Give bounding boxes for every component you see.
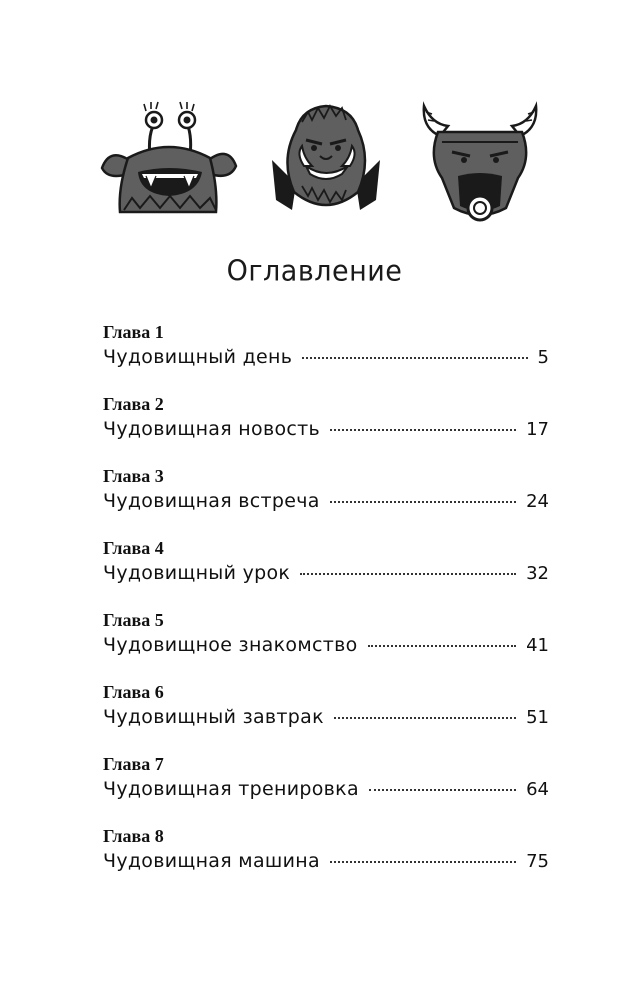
chapter-row — [103, 416, 549, 443]
chapter-label: Глава 1 — [103, 322, 164, 342]
chapter-row — [103, 560, 549, 587]
toc-entry-6[interactable] — [103, 682, 549, 754]
dot-leader — [330, 861, 516, 863]
page-title: Оглавление — [226, 255, 403, 288]
page-number: 64 — [526, 779, 549, 800]
chapter-row — [103, 344, 549, 371]
dot-leader — [300, 573, 516, 575]
chapter-label: Глава 4 — [103, 538, 164, 558]
monster-illustrations — [0, 0, 629, 240]
page-number: 17 — [526, 419, 549, 440]
chapter-row — [103, 848, 549, 875]
toc-entry-3[interactable] — [103, 466, 549, 538]
page-number: 51 — [526, 707, 549, 728]
chapter-row — [103, 488, 549, 515]
chapter-title: Чудовищная тренировка — [103, 778, 359, 800]
chapter-row — [103, 632, 549, 659]
chapter-label: Глава 2 — [103, 394, 164, 414]
toc-entry-1[interactable] — [103, 322, 549, 394]
chapter-label: Глава 6 — [103, 682, 164, 702]
dot-leader — [302, 357, 527, 359]
chapter-label: Глава 8 — [103, 826, 164, 846]
bearded-tusked-monster-icon — [262, 100, 390, 218]
dot-leader — [330, 501, 516, 503]
toc-entry-2[interactable] — [103, 394, 549, 466]
toc-entry-7[interactable] — [103, 754, 549, 826]
page-number: 24 — [526, 491, 549, 512]
chapter-row — [103, 704, 549, 731]
dot-leader — [334, 717, 516, 719]
chapter-title: Чудовищный завтрак — [103, 706, 324, 728]
toc-entry-5[interactable] — [103, 610, 549, 682]
chapter-title: Чудовищная машина — [103, 850, 320, 872]
page-number: 5 — [537, 347, 549, 368]
chapter-row — [103, 776, 549, 803]
eyestalk-monster-icon — [98, 98, 240, 216]
toc-entry-8[interactable] — [103, 826, 549, 898]
chapter-title: Чудовищное знакомство — [103, 634, 358, 656]
page-number: 75 — [526, 851, 549, 872]
toc-entry-4[interactable] — [103, 538, 549, 610]
page-number: 41 — [526, 635, 549, 656]
chapter-label: Глава 7 — [103, 754, 164, 774]
chapter-title: Чудовищный день — [103, 346, 293, 368]
chapter-title: Чудовищный урок — [103, 562, 291, 584]
chapter-label: Глава 5 — [103, 610, 164, 630]
page-number: 32 — [526, 563, 549, 584]
table-of-contents — [103, 322, 549, 898]
dot-leader — [369, 789, 516, 791]
chapter-title: Чудовищная новость — [103, 418, 320, 440]
dot-leader — [368, 645, 517, 647]
dot-leader — [330, 429, 516, 431]
bull-monster-icon — [418, 98, 542, 232]
chapter-label: Глава 3 — [103, 466, 164, 486]
chapter-title: Чудовищная встреча — [103, 490, 320, 512]
